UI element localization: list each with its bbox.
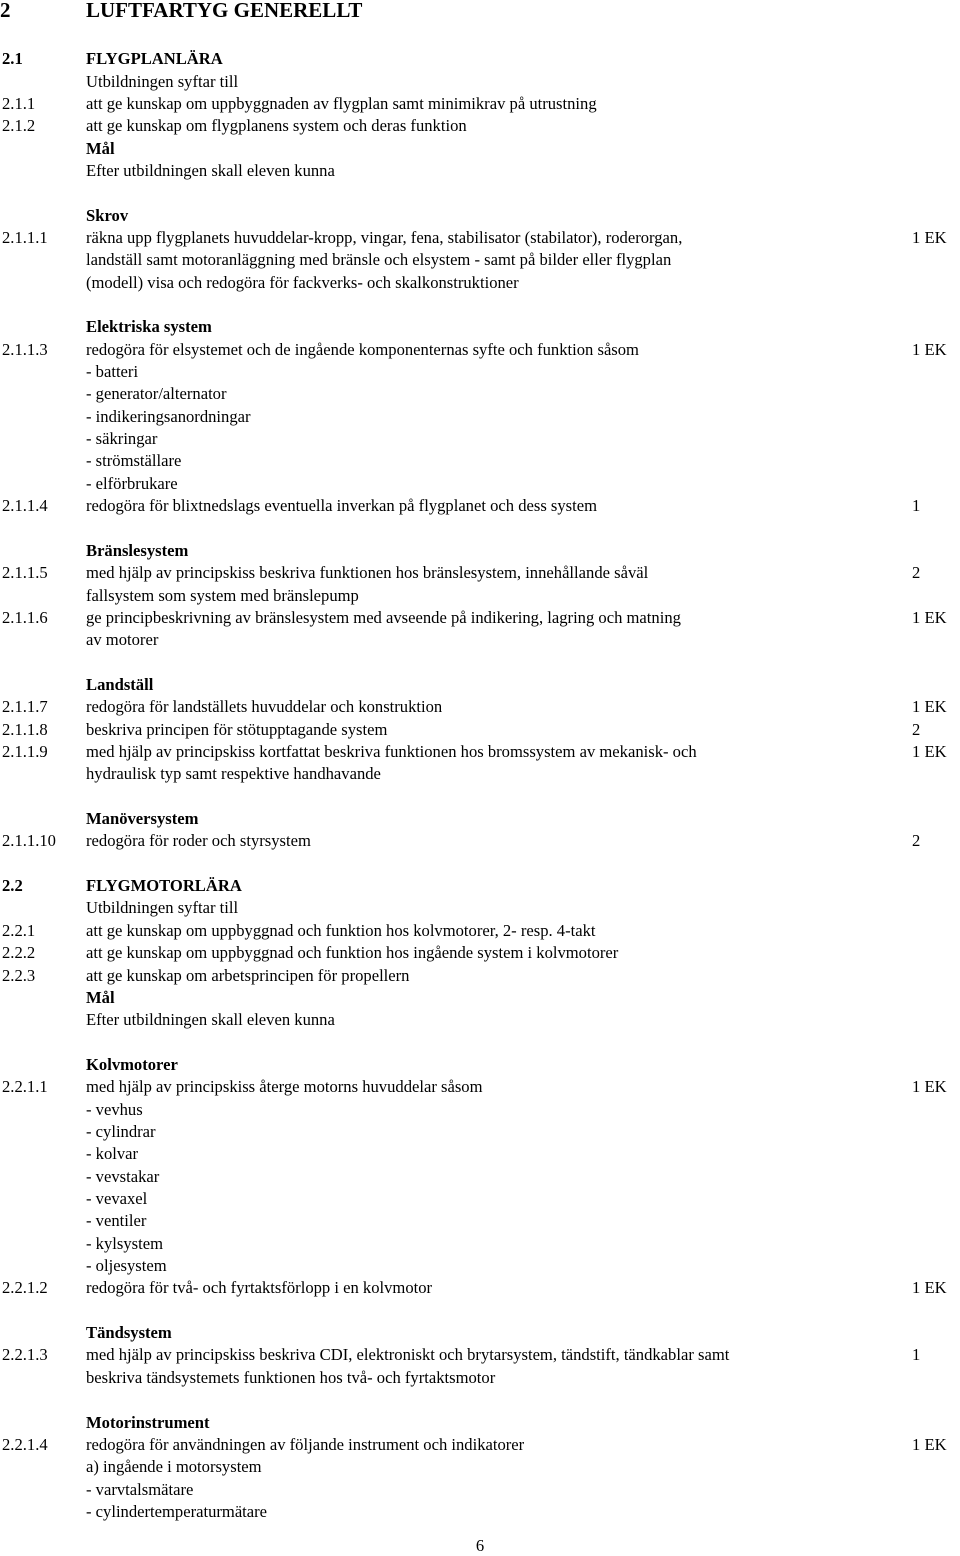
item-text: redogöra för roder och styrsystem xyxy=(86,831,311,850)
purpose-number: 2.1.2 xyxy=(2,116,36,135)
item-text-line: - oljesystem xyxy=(86,1256,167,1275)
item-number: 2.1.1.9 xyxy=(2,742,48,761)
purpose-number: 2.2.3 xyxy=(2,966,36,985)
goal-heading: Mål xyxy=(86,139,115,158)
purpose-number: 2.2.1 xyxy=(2,921,36,940)
item-number: 2.2.1.3 xyxy=(2,1345,48,1364)
item-text-line: - elförbrukare xyxy=(86,474,178,493)
item-level: 1 EK xyxy=(912,1077,947,1096)
item-text-line: - kolvar xyxy=(86,1144,139,1163)
item-text-line: - vevstakar xyxy=(86,1167,160,1186)
item-level: 1 xyxy=(912,1345,921,1364)
item-level: 2 xyxy=(912,831,921,850)
purpose-text: att ge kunskap om uppbyggnad och funktion hos ingående system i kolvmotorer xyxy=(86,943,619,962)
purpose-text: att ge kunskap om flygplanens system och deras funktion xyxy=(86,116,467,135)
purpose-heading: Utbildningen syftar till xyxy=(86,898,239,917)
item-level: 1 EK xyxy=(912,608,947,627)
item-number: 2.1.1.6 xyxy=(2,608,48,627)
item-level: 1 xyxy=(912,496,921,515)
item-text-line: - vevhus xyxy=(86,1100,143,1119)
item-text-line: beskriva tändsystemets funktionen hos två- och fyrtaktsmotor xyxy=(86,1368,496,1387)
item-text-line: fallsystem som system med bränslepump xyxy=(86,586,359,605)
item-number: 2.1.1.4 xyxy=(2,496,48,515)
section-number: 2.1 xyxy=(2,49,23,68)
item-text: med hjälp av principskiss kortfattat beskriva funktionen hos bromssystem av mekanisk- och xyxy=(86,742,697,761)
item-text-line: - kylsystem xyxy=(86,1234,163,1253)
item-level: 1 EK xyxy=(912,340,947,359)
item-text-line: - varvtalsmätare xyxy=(86,1480,194,1499)
item-level: 1 EK xyxy=(912,228,947,247)
item-text-line: - batteri xyxy=(86,362,139,381)
topic-title: Landställ xyxy=(86,675,154,694)
topic-title: Tändsystem xyxy=(86,1323,172,1342)
purpose-number: 2.2.2 xyxy=(2,943,36,962)
item-text-line: - ventiler xyxy=(86,1211,147,1230)
item-text-line: landställ samt motoranläggning med bränsle och elsystem - samt på bilder eller flygplan xyxy=(86,250,672,269)
chapter-title: LUFTFARTYG GENERELLT xyxy=(86,0,363,22)
item-text: med hjälp av principskiss återge motorns huvuddelar såsom xyxy=(86,1077,483,1096)
item-text: beskriva principen för stötupptagande system xyxy=(86,720,388,739)
item-number: 2.1.1.3 xyxy=(2,340,48,359)
goal-text: Efter utbildningen skall eleven kunna xyxy=(86,1010,335,1029)
purpose-heading: Utbildningen syftar till xyxy=(86,72,239,91)
item-level: 1 EK xyxy=(912,697,947,716)
goal-text: Efter utbildningen skall eleven kunna xyxy=(86,161,335,180)
item-text-line: - vevaxel xyxy=(86,1189,148,1208)
topic-title: Elektriska system xyxy=(86,317,212,336)
purpose-text: att ge kunskap om arbetsprincipen för propellern xyxy=(86,966,410,985)
item-text-line: a) ingående i motorsystem xyxy=(86,1457,262,1476)
item-level: 2 xyxy=(912,563,921,582)
item-text-line: - generator/alternator xyxy=(86,384,227,403)
item-number: 2.1.1.8 xyxy=(2,720,48,739)
purpose-number: 2.1.1 xyxy=(2,94,36,113)
purpose-text: att ge kunskap om uppbyggnad och funktion hos kolvmotorer, 2- resp. 4-takt xyxy=(86,921,596,940)
item-text-line: hydraulisk typ samt respektive handhavande xyxy=(86,764,381,783)
goal-heading: Mål xyxy=(86,988,115,1007)
topic-title: Skrov xyxy=(86,206,129,225)
item-level: 1 EK xyxy=(912,1435,947,1454)
item-level: 1 EK xyxy=(912,742,947,761)
item-text: redogöra för elsystemet och de ingående komponenternas syfte och funktion såsom xyxy=(86,340,639,359)
page-number: 6 xyxy=(475,1536,485,1555)
item-level: 1 EK xyxy=(912,1278,947,1297)
item-level: 2 xyxy=(912,720,921,739)
item-text: ge principbeskrivning av bränslesystem med avseende på indikering, lagring och matning xyxy=(86,608,681,627)
item-number: 2.1.1.5 xyxy=(2,563,48,582)
item-text: redogöra för blixtnedslags eventuella inverkan på flygplanet och dess system xyxy=(86,496,598,515)
section-title: FLYGMOTORLÄRA xyxy=(86,876,242,895)
item-number: 2.1.1.10 xyxy=(2,831,56,850)
topic-title: Kolvmotorer xyxy=(86,1055,178,1074)
item-text: med hjälp av principskiss beskriva CDI, elektroniskt och brytarsystem, tändstift, tändkablar samt xyxy=(86,1345,730,1364)
item-number: 2.1.1.7 xyxy=(2,697,48,716)
item-text-line: - cylindertemperaturmätare xyxy=(86,1502,268,1521)
topic-title: Motorinstrument xyxy=(86,1413,210,1432)
item-number: 2.2.1.4 xyxy=(2,1435,48,1454)
item-number: 2.2.1.1 xyxy=(2,1077,48,1096)
item-text: med hjälp av principskiss beskriva funktionen hos bränslesystem, innehållande såväl xyxy=(86,563,649,582)
item-text: räkna upp flygplanets huvuddelar-kropp, vingar, fena, stabilisator (stabilator), roderorgan, xyxy=(86,228,683,247)
topic-title: Manöversystem xyxy=(86,809,199,828)
item-text-line: - strömställare xyxy=(86,451,182,470)
item-text: redogöra för landställets huvuddelar och konstruktion xyxy=(86,697,443,716)
chapter-number: 2 xyxy=(0,0,11,22)
item-text-line: - säkringar xyxy=(86,429,158,448)
section-title: FLYGPLANLÄRA xyxy=(86,49,223,68)
item-number: 2.2.1.2 xyxy=(2,1278,48,1297)
item-text: redogöra för två- och fyrtaktsförlopp i en kolvmotor xyxy=(86,1278,433,1297)
item-text-line: - indikeringsanordningar xyxy=(86,407,251,426)
topic-title: Bränslesystem xyxy=(86,541,189,560)
item-text-line: av motorer xyxy=(86,630,159,649)
item-number: 2.1.1.1 xyxy=(2,228,48,247)
item-text: redogöra för användningen av följande instrument och indikatorer xyxy=(86,1435,525,1454)
item-text-line: (modell) visa och redogöra för fackverks- och skalkonstruktioner xyxy=(86,273,519,292)
purpose-text: att ge kunskap om uppbyggnaden av flygplan samt minimikrav på utrustning xyxy=(86,94,597,113)
section-number: 2.2 xyxy=(2,876,23,895)
item-text-line: - cylindrar xyxy=(86,1122,156,1141)
